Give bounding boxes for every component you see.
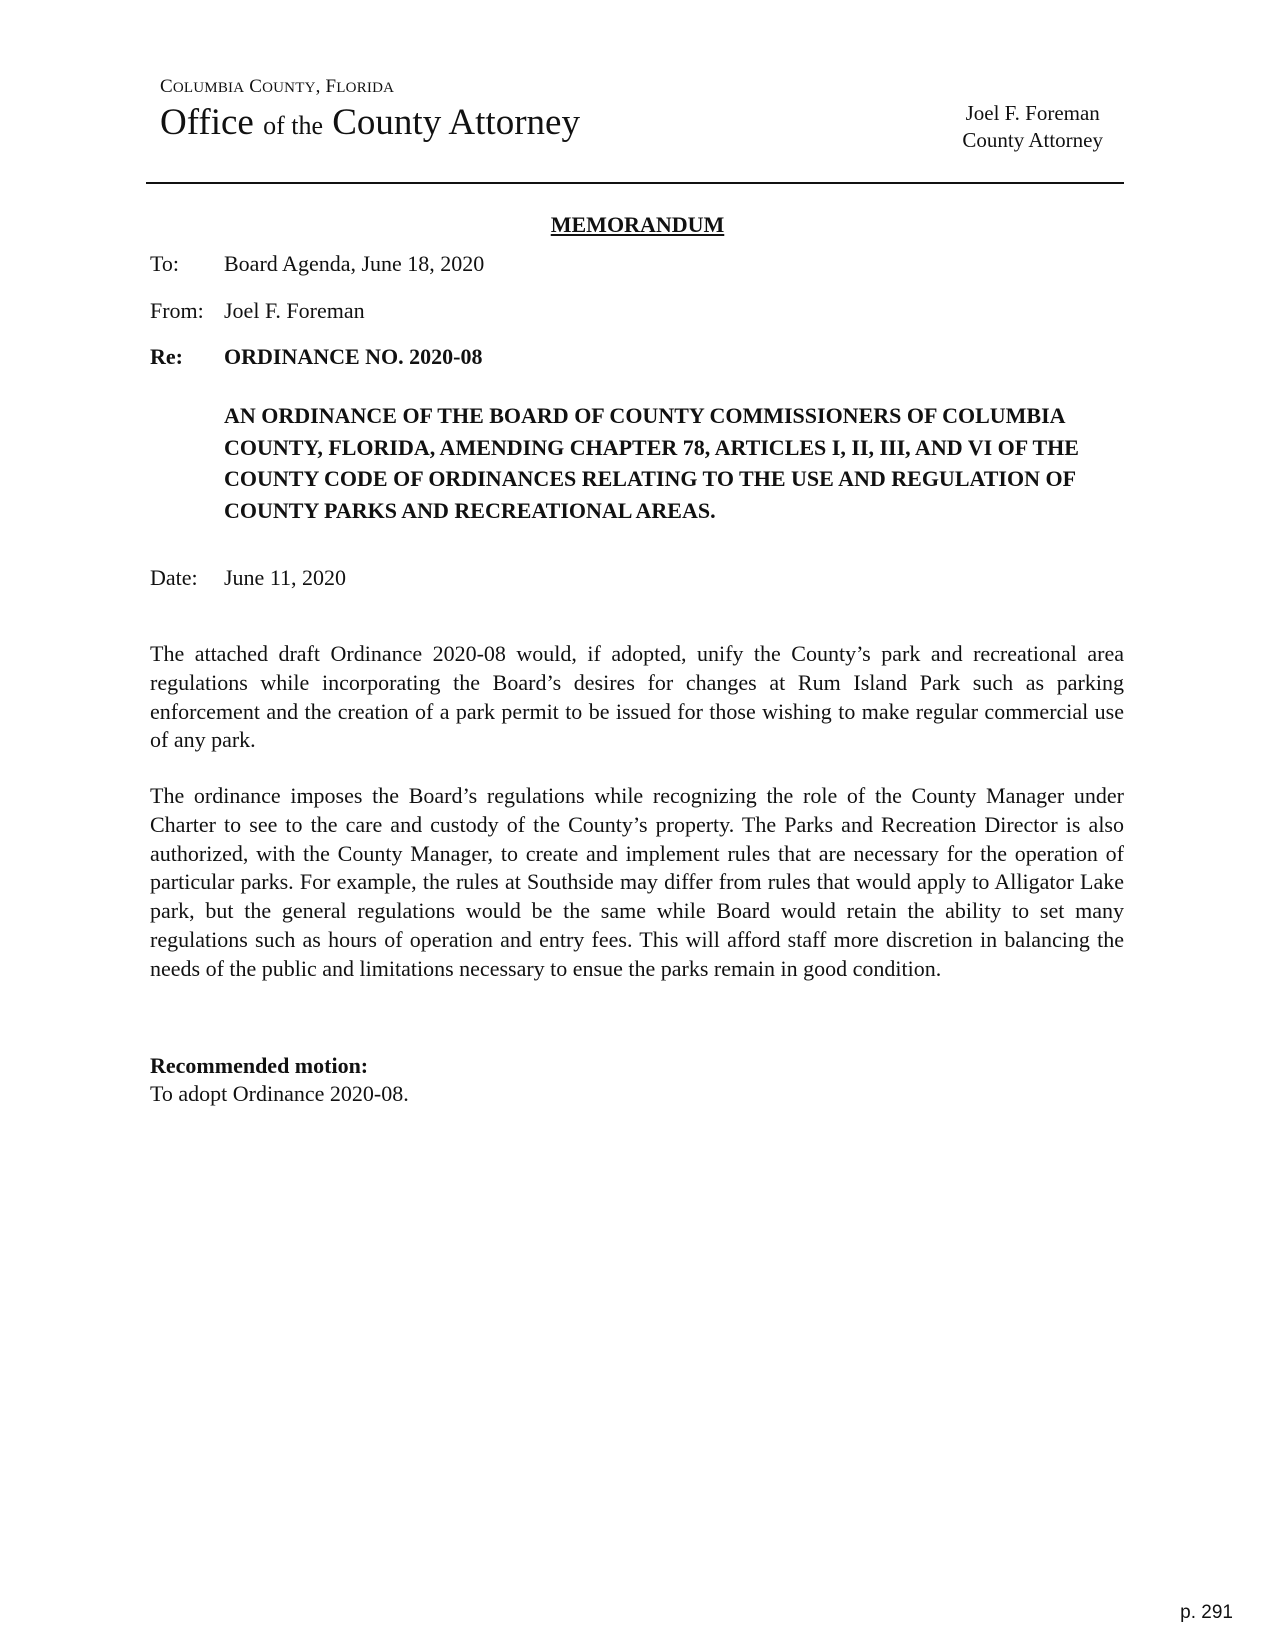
date-value: June 11, 2020 [224, 565, 347, 590]
body-paragraph-1: The attached draft Ordinance 2020-08 would, if adopted, unify the County’s park and recreational area regulations while incorporating the Board’s desires for changes at Rum Island Park such as parking enforcement and the creation of a park permit to be issued for those wishing to make regular commercial use of any park. [150, 641, 1124, 753]
to-row [150, 250, 484, 278]
date-row [150, 564, 346, 592]
motion-heading: Recommended motion: [150, 1053, 369, 1078]
attorney-name: Joel F. Foreman [965, 101, 1100, 125]
from-row [150, 297, 365, 325]
ordinance-title: AN ORDINANCE OF THE BOARD OF COUNTY COMMISSIONERS OF COLUMBIA COUNTY, FLORIDA, AMENDING CHAPTER 78, ARTICLES I, II, III, AND VI OF THE COUNTY CODE OF ORDINANCES RELATING TO THE USE AND REGULATION OF COUNTY PARKS AND RECREATIONAL AREAS. [224, 403, 1079, 523]
body-paragraph-2: The ordinance imposes the Board’s regulations while recognizing the role of the County Manager under Charter to see to the care and custody of the County’s property. The Parks and Recreation Director is also authorized, with the County Manager, to create and implement rules that are necessary for the operation of particular parks. For example, the rules at Southside may differ from rules that would apply to Alligator Lake park, but the general regulations would be the same while Board would retain the ability to set many regulations such as hours of operation and entry fees. This will afford staff more discretion in balancing the needs of the public and limitations necessary to ensue the parks remain in good condition. [150, 783, 1124, 981]
from-label: From: [150, 298, 204, 323]
memo-title: MEMORANDUM [550, 212, 725, 237]
header-divider [146, 182, 1124, 184]
to-value: Board Agenda, June 18, 2020 [224, 251, 485, 276]
re-row [150, 343, 483, 371]
re-value: ORDINANCE NO. 2020-08 [224, 344, 483, 369]
page-number: p. 291 [1180, 1602, 1233, 1623]
motion-text: To adopt Ordinance 2020-08. [150, 1081, 409, 1106]
office-title: Office of the County Attorney [160, 102, 580, 143]
re-label: Re: [150, 344, 183, 369]
from-value: Joel F. Foreman [224, 298, 365, 323]
to-label: To: [150, 251, 180, 276]
attorney-title: County Attorney [962, 128, 1103, 152]
letterhead [160, 76, 580, 148]
county-name-line: COLUMBIA COUNTY, FLORIDA [160, 76, 395, 97]
date-label: Date: [150, 565, 198, 590]
attorney-block [962, 100, 1103, 154]
